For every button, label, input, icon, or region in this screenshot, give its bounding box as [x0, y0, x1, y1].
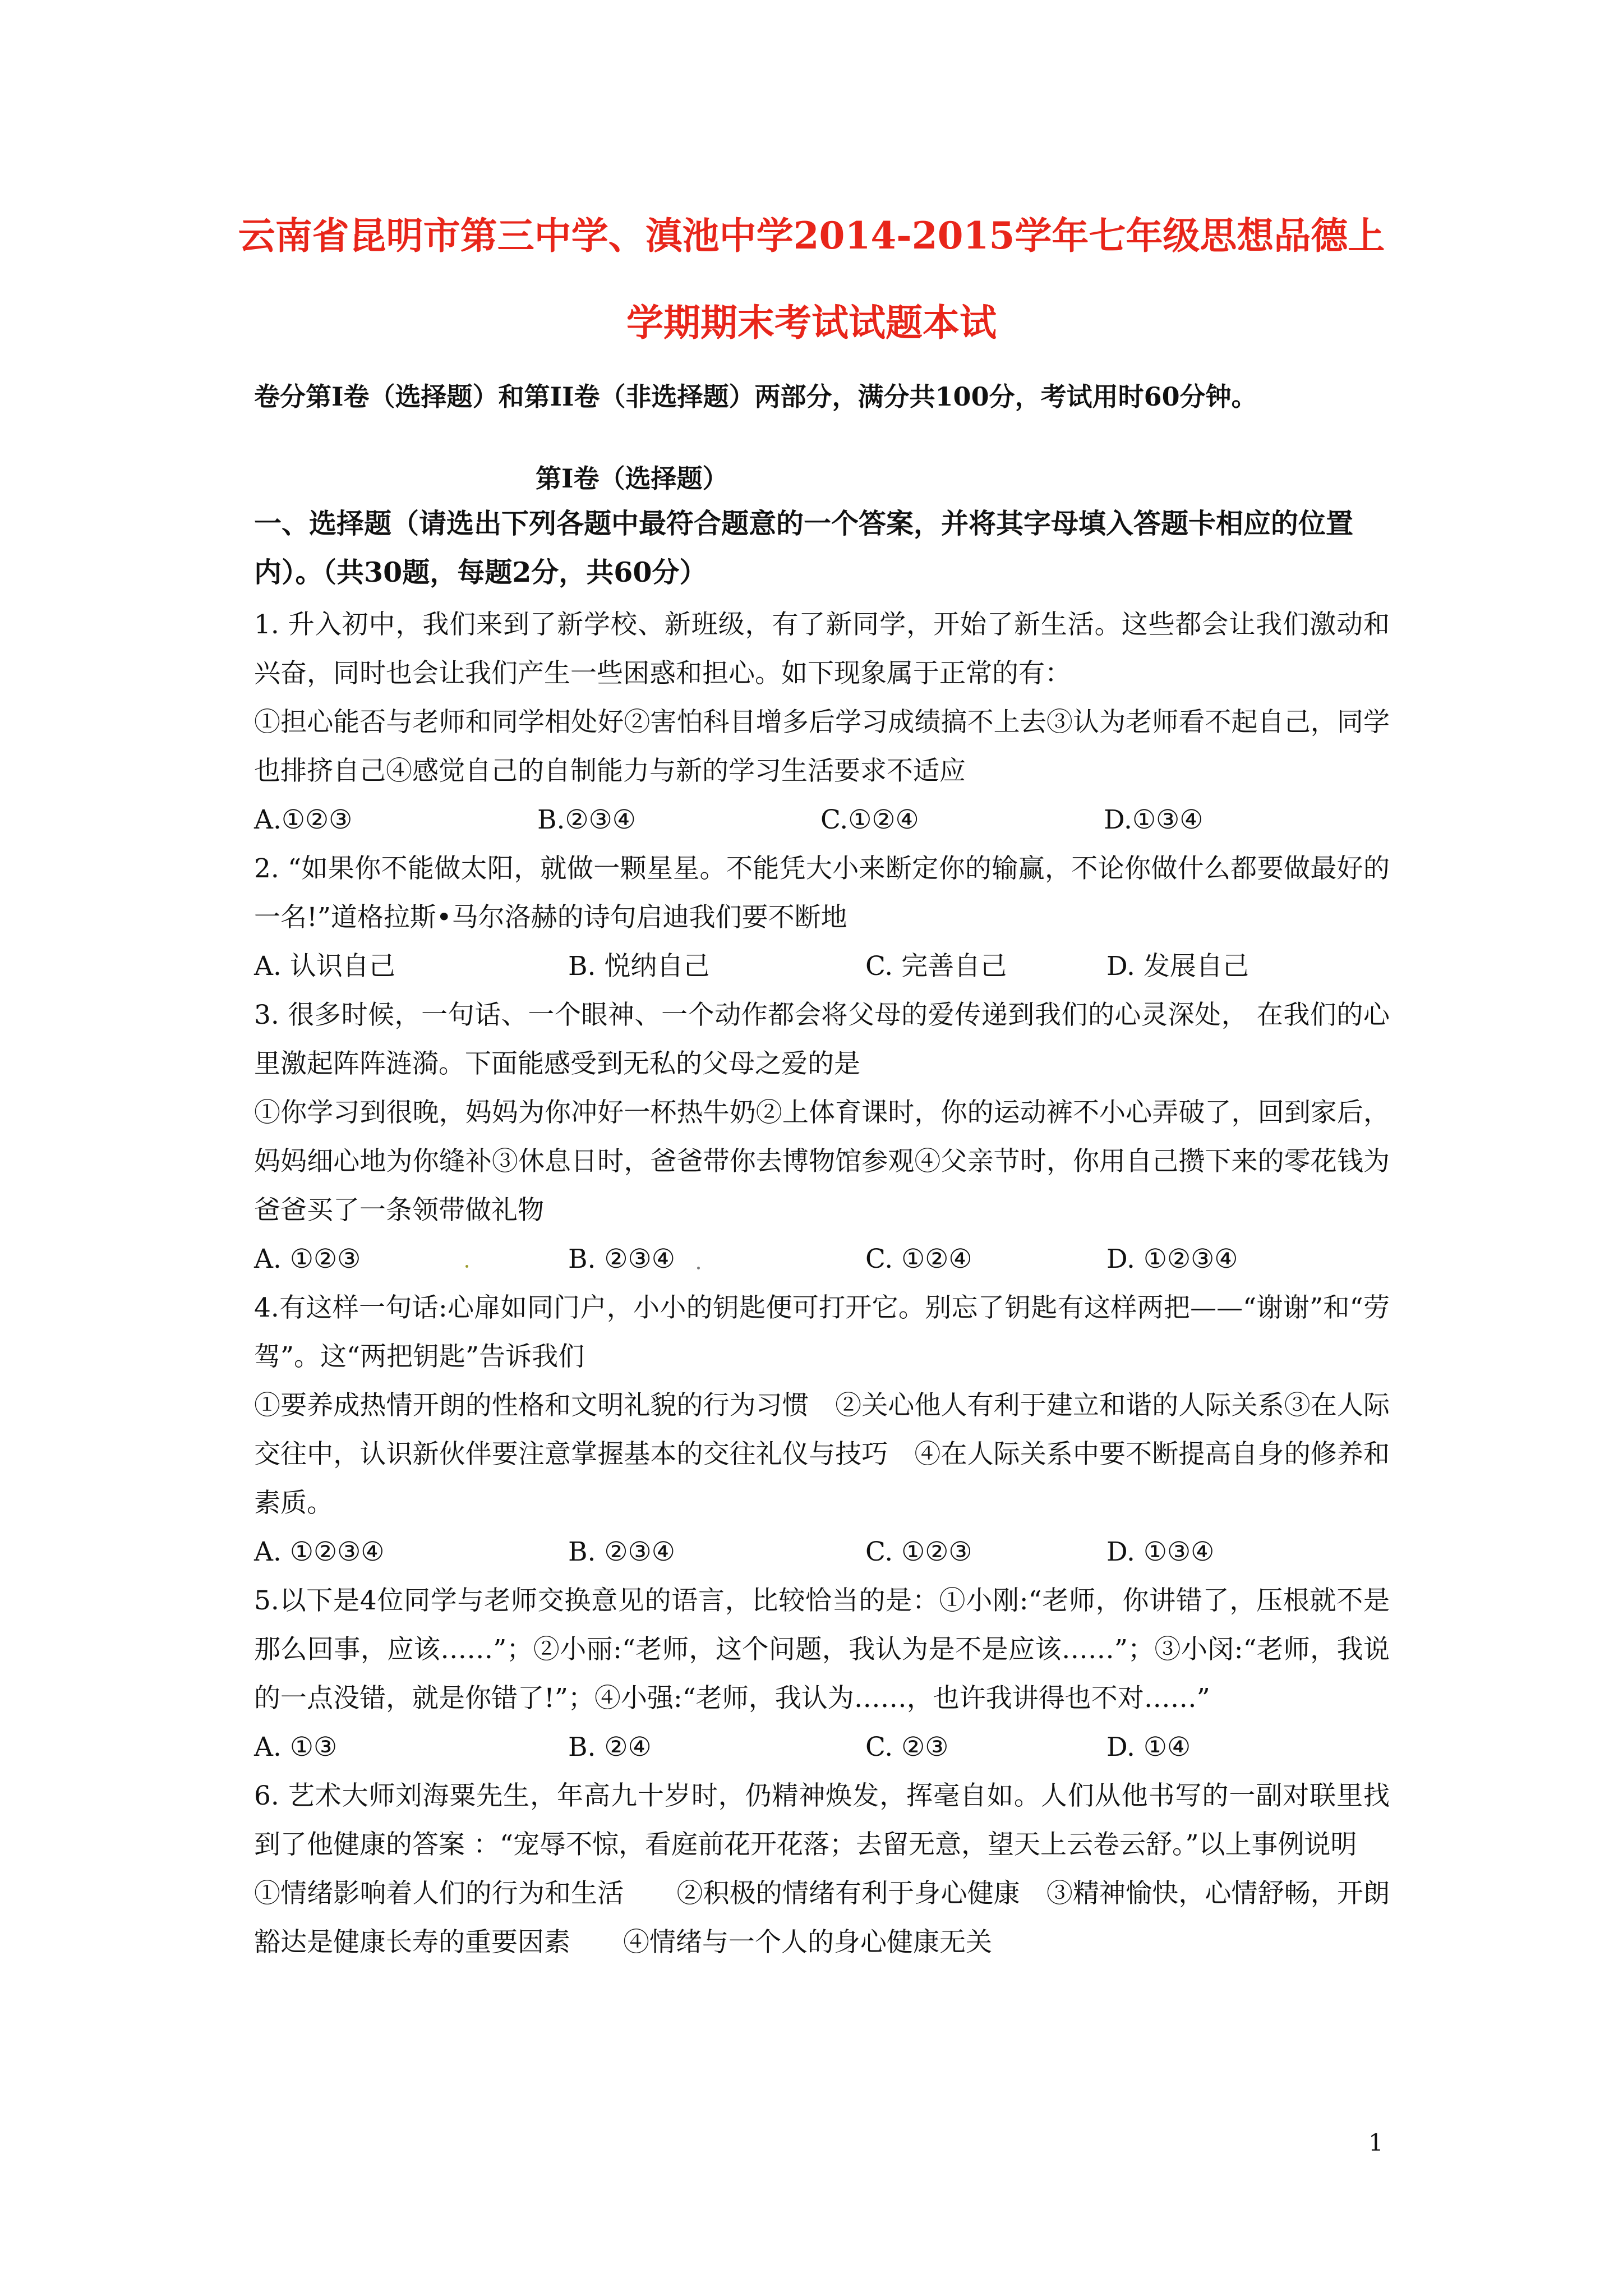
- question-2-option-b: B. 悦纳自己: [568, 951, 710, 982]
- exam-title-line-1: 云南省昆明市第三中学、滇池中学2014-2015学年七年级思想品德上: [238, 214, 1385, 257]
- question-2-option-c: C. 完善自己: [865, 951, 1007, 982]
- question-1-options: [254, 795, 1390, 844]
- question-3-detail: ①你学习到很晚，妈妈为你冲好一杯热牛奶②上体育课时，你的运动裤不小心弄破了，回到家后，妈妈细心地为你缝补③休息日时，爸爸带你去博物馆参观④父亲节时，你用自己攒下来的零花钱为爸爸买了一条领带做礼物: [254, 1097, 1390, 1226]
- exam-title-line-2: 学期期末考试试题本试: [626, 301, 997, 344]
- question-2-options: [254, 942, 1390, 991]
- section-title: 第Ⅰ卷（选择题）: [536, 463, 728, 494]
- question-1: [254, 600, 1390, 844]
- question-3-option-a: A. ①②③: [254, 1244, 361, 1274]
- question-6-stem: 6. 艺术大师刘海粟先生，年高九十岁时，仍精神焕发，挥毫自如。人们从他书写的一副对联里找到了他健康的答案 ：“宠辱不惊，看庭前花开花落；去留无意，望天上云卷云舒。”以上事例说明: [254, 1780, 1390, 1860]
- question-4-detail: ①要养成热情开朗的性格和文明礼貌的行为习惯 ②关心他人有利于建立和谐的人际关系③在人际交往中，认识新伙伴要注意掌握基本的交往礼仪与技巧 ④在人际关系中要不断提高自身的修养和素质。: [254, 1390, 1390, 1519]
- question-4-option-d: D. ①③④: [1106, 1536, 1215, 1567]
- question-4-stem: 4.有这样一句话:心扉如同门户，小小的钥匙便可打开它。别忘了钥匙有这样两把——“谢谢”和“劳驾”。这“两把钥匙”告诉我们: [254, 1292, 1390, 1372]
- question-5-stem: 5.以下是4位同学与老师交换意见的语言，比较恰当的是：①小刚:“老师，你讲错了，压根就不是那么回事，应该……”；②小丽:“老师，这个问题，我认为是不是应该……”；③小闵:“老师，我说的一点没错，就是你错了!”；④小强:“老师，我认为……，也许我讲得也不对……”: [254, 1585, 1390, 1714]
- question-1-detail: ①担心能否与老师和同学相处好②害怕科目增多后学习成绩搞不上去③认为老师看不起自己，同学也排挤自己④感觉自己的自制能力与新的学习生活要求不适应: [254, 707, 1390, 786]
- question-3-option-b: B. ②③④: [568, 1244, 675, 1274]
- question-2-stem: 2. “如果你不能做太阳，就做一颗星星。不能凭大小来断定你的输赢，不论你做什么都要做最好的一名!”道格拉斯•马尔洛赫的诗句启迪我们要不断地: [254, 853, 1390, 933]
- scan-speck: [697, 1267, 700, 1269]
- question-6-detail: ①情绪影响着人们的行为和生活 ②积极的情绪有利于身心健康 ③精神愉快，心情舒畅，开朗豁达是健康长寿的重要因素 ④情绪与一个人的身心健康无关: [254, 1878, 1390, 1958]
- question-5-option-b: B. ②④: [568, 1732, 652, 1763]
- question-4-options: [254, 1527, 1390, 1576]
- section-instructions: 一、选择题（请选出下列各题中最符合题意的一个答案，并将其字母填入答题卡相应的位置内）。（共30题，每题2分，共60分）: [254, 507, 1354, 588]
- question-5-option-c: C. ②③: [865, 1732, 949, 1763]
- question-3-option-d: D. ①②③④: [1106, 1244, 1238, 1274]
- question-1-stem: 1. 升入初中，我们来到了新学校、新班级，有了新同学，开始了新生活。这些都会让我们激动和兴奋，同时也会让我们产生一些困惑和担心。如下现象属于正常的有：: [254, 609, 1390, 689]
- question-3: [254, 991, 1390, 1283]
- question-5-option-d: D. ①④: [1106, 1732, 1191, 1763]
- question-1-option-b: B.②③④: [537, 804, 636, 835]
- question-2-option-a: A. 认识自己: [254, 951, 395, 982]
- question-6: [254, 1772, 1390, 1967]
- question-3-options: [254, 1235, 1390, 1283]
- question-4-option-b: B. ②③④: [568, 1536, 675, 1567]
- question-5: [254, 1576, 1390, 1772]
- exam-info: 卷分第Ⅰ卷（选择题）和第II卷（非选择题）两部分，满分共100分，考试用时60分钟。: [254, 381, 1257, 412]
- question-3-option-c: C. ①②④: [865, 1244, 972, 1274]
- page-number: 1: [1368, 2129, 1384, 2156]
- question-3-stem: 3. 很多时候，一句话、一个眼神、一个动作都会将父母的爱传递到我们的心灵深处， 在我们的心里激起阵阵涟漪。下面能感受到无私的父母之爱的是: [254, 1000, 1390, 1079]
- question-2: [254, 844, 1390, 991]
- question-4-option-a: A. ①②③④: [254, 1536, 385, 1567]
- question-5-option-a: A. ①③: [254, 1732, 338, 1763]
- question-1-option-d: D.①③④: [1104, 804, 1204, 835]
- question-4: [254, 1283, 1390, 1576]
- question-2-option-d: D. 发展自己: [1106, 951, 1249, 982]
- question-4-option-c: C. ①②③: [865, 1536, 972, 1567]
- scan-speck: [465, 1265, 468, 1268]
- question-1-option-c: C.①②④: [820, 804, 919, 835]
- question-1-option-a: A.①②③: [254, 804, 353, 835]
- question-5-options: [254, 1723, 1390, 1772]
- question-list: [254, 600, 1390, 1967]
